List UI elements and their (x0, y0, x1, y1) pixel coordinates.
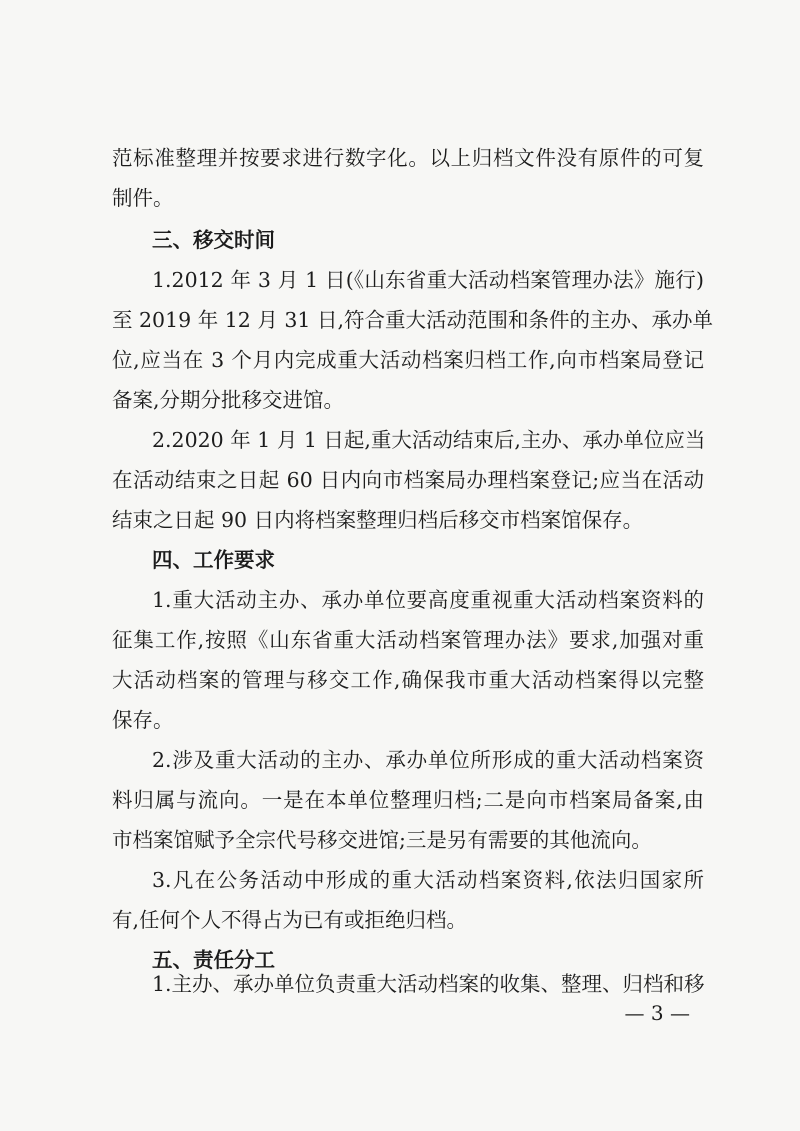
paragraph-line: 备案,分期分批移交进馆。 (112, 388, 345, 412)
section-heading-transfer-time: 三、移交时间 (152, 228, 275, 252)
paragraph-line: 2.涉及重大活动的主办、承办单位所形成的重大活动档案资 (152, 748, 704, 772)
paragraph-line: 有,任何个人不得占为已有或拒绝归档。 (112, 908, 468, 932)
paragraph-line: 市档案馆赋予全宗代号移交进馆;三是另有需要的其他流向。 (112, 828, 652, 852)
paragraph-line: 2.2020 年 1 月 1 日起,重大活动结束后,主办、承办单位应当 (152, 428, 706, 452)
section-heading-work-requirements: 四、工作要求 (152, 548, 275, 572)
paragraph-line: 大活动档案的管理与移交工作,确保我市重大活动档案得以完整 (112, 668, 704, 692)
paragraph-line: 1.2012 年 3 月 1 日(《山东省重大活动档案管理办法》施行) (152, 268, 704, 292)
section-heading-responsibility: 五、责任分工 (152, 948, 275, 972)
paragraph-line: 结束之日起 90 日内将档案整理归档后移交市档案馆保存。 (112, 508, 644, 532)
paragraph-line: 保存。 (112, 708, 174, 732)
paragraph-line: 征集工作,按照《山东省重大活动档案管理办法》要求,加强对重 (112, 628, 704, 652)
paragraph-line: 在活动结束之日起 60 日内向市档案局办理档案登记;应当在活动 (112, 468, 704, 492)
paragraph-line: 制件。 (112, 186, 174, 210)
paragraph-line: 1.主办、承办单位负责重大活动档案的收集、整理、归档和移 (152, 972, 705, 996)
paragraph-line: 料归属与流向。一是在本单位整理归档;二是向市档案局备案,由 (112, 788, 704, 812)
paragraph-line: 至 2019 年 12 月 31 日,符合重大活动范围和条件的主办、承办单 (112, 308, 713, 332)
paragraph-line: 1.重大活动主办、承办单位要高度重视重大活动档案资料的 (152, 588, 704, 612)
page-number: — 3 — (624, 1001, 690, 1025)
paragraph-line: 位,应当在 3 个月内完成重大活动档案归档工作,向市档案局登记 (112, 348, 704, 372)
paragraph-line: 3.凡在公务活动中形成的重大活动档案资料,依法归国家所 (152, 868, 704, 892)
paragraph-line: 范标准整理并按要求进行数字化。以上归档文件没有原件的可复 (112, 146, 704, 170)
